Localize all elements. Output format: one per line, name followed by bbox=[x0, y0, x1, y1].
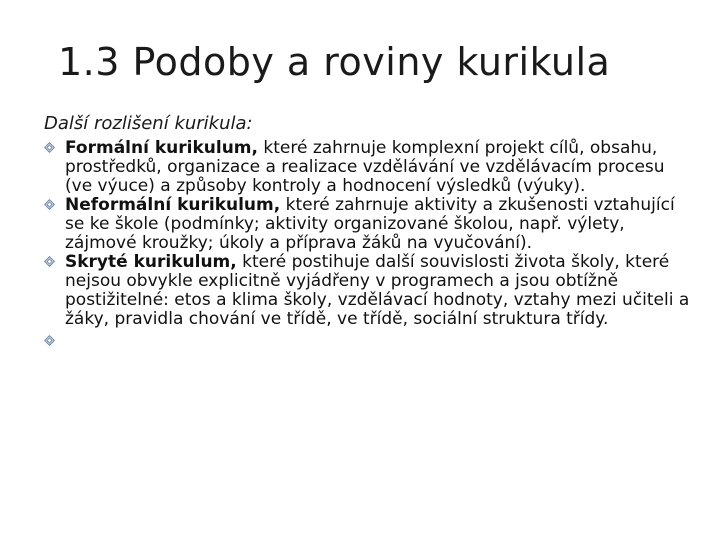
diamond-outline-bullet-icon bbox=[44, 256, 55, 267]
bullet-item-formal-curriculum bbox=[44, 139, 694, 196]
bullet-item-informal-curriculum bbox=[44, 196, 694, 253]
bullet-item-empty bbox=[44, 332, 694, 351]
diamond-outline-bullet-icon bbox=[44, 199, 55, 210]
bullet-item-hidden-curriculum bbox=[44, 253, 694, 329]
bullet-list bbox=[44, 139, 694, 351]
diamond-outline-bullet-icon bbox=[44, 142, 55, 153]
bullet-term: Neformální kurikulum, bbox=[65, 195, 281, 215]
bullet-term: Formální kurikulum, bbox=[65, 138, 258, 158]
diamond-outline-bullet-icon bbox=[44, 335, 55, 346]
slide-title: 1.3 Podoby a roviny kurikula bbox=[58, 40, 611, 84]
bullet-text: které zahrnuje aktivity a zkušenosti vztahující se ke škole (podmínky; aktivity organizované školou, např. výlety, zájmové kroužky; úkoly a příprava žáků na vyučování). bbox=[65, 195, 675, 253]
subheading: Další rozlišení kurikula: bbox=[44, 113, 253, 134]
bullet-text: které zahrnuje komplexní projekt cílů, obsahu, prostředků, organizace a realizace vzdělávání ve vzdělávacím procesu (ve výuce) a způsoby kontroly a hodnocení výsledků (výuky). bbox=[65, 138, 665, 196]
bullet-term: Skryté kurikulum, bbox=[65, 252, 237, 272]
bullet-text: které postihuje další souvislosti života školy, které nejsou obvykle explicitně vyjádřeny v programech a jsou obtížně postižitelné: etos a klima školy, vzdělávací hodnoty, vztahy mezi učiteli a žáky, pravidla chování ve třídě, ve třídě, sociální struktura třídy. bbox=[65, 252, 690, 329]
